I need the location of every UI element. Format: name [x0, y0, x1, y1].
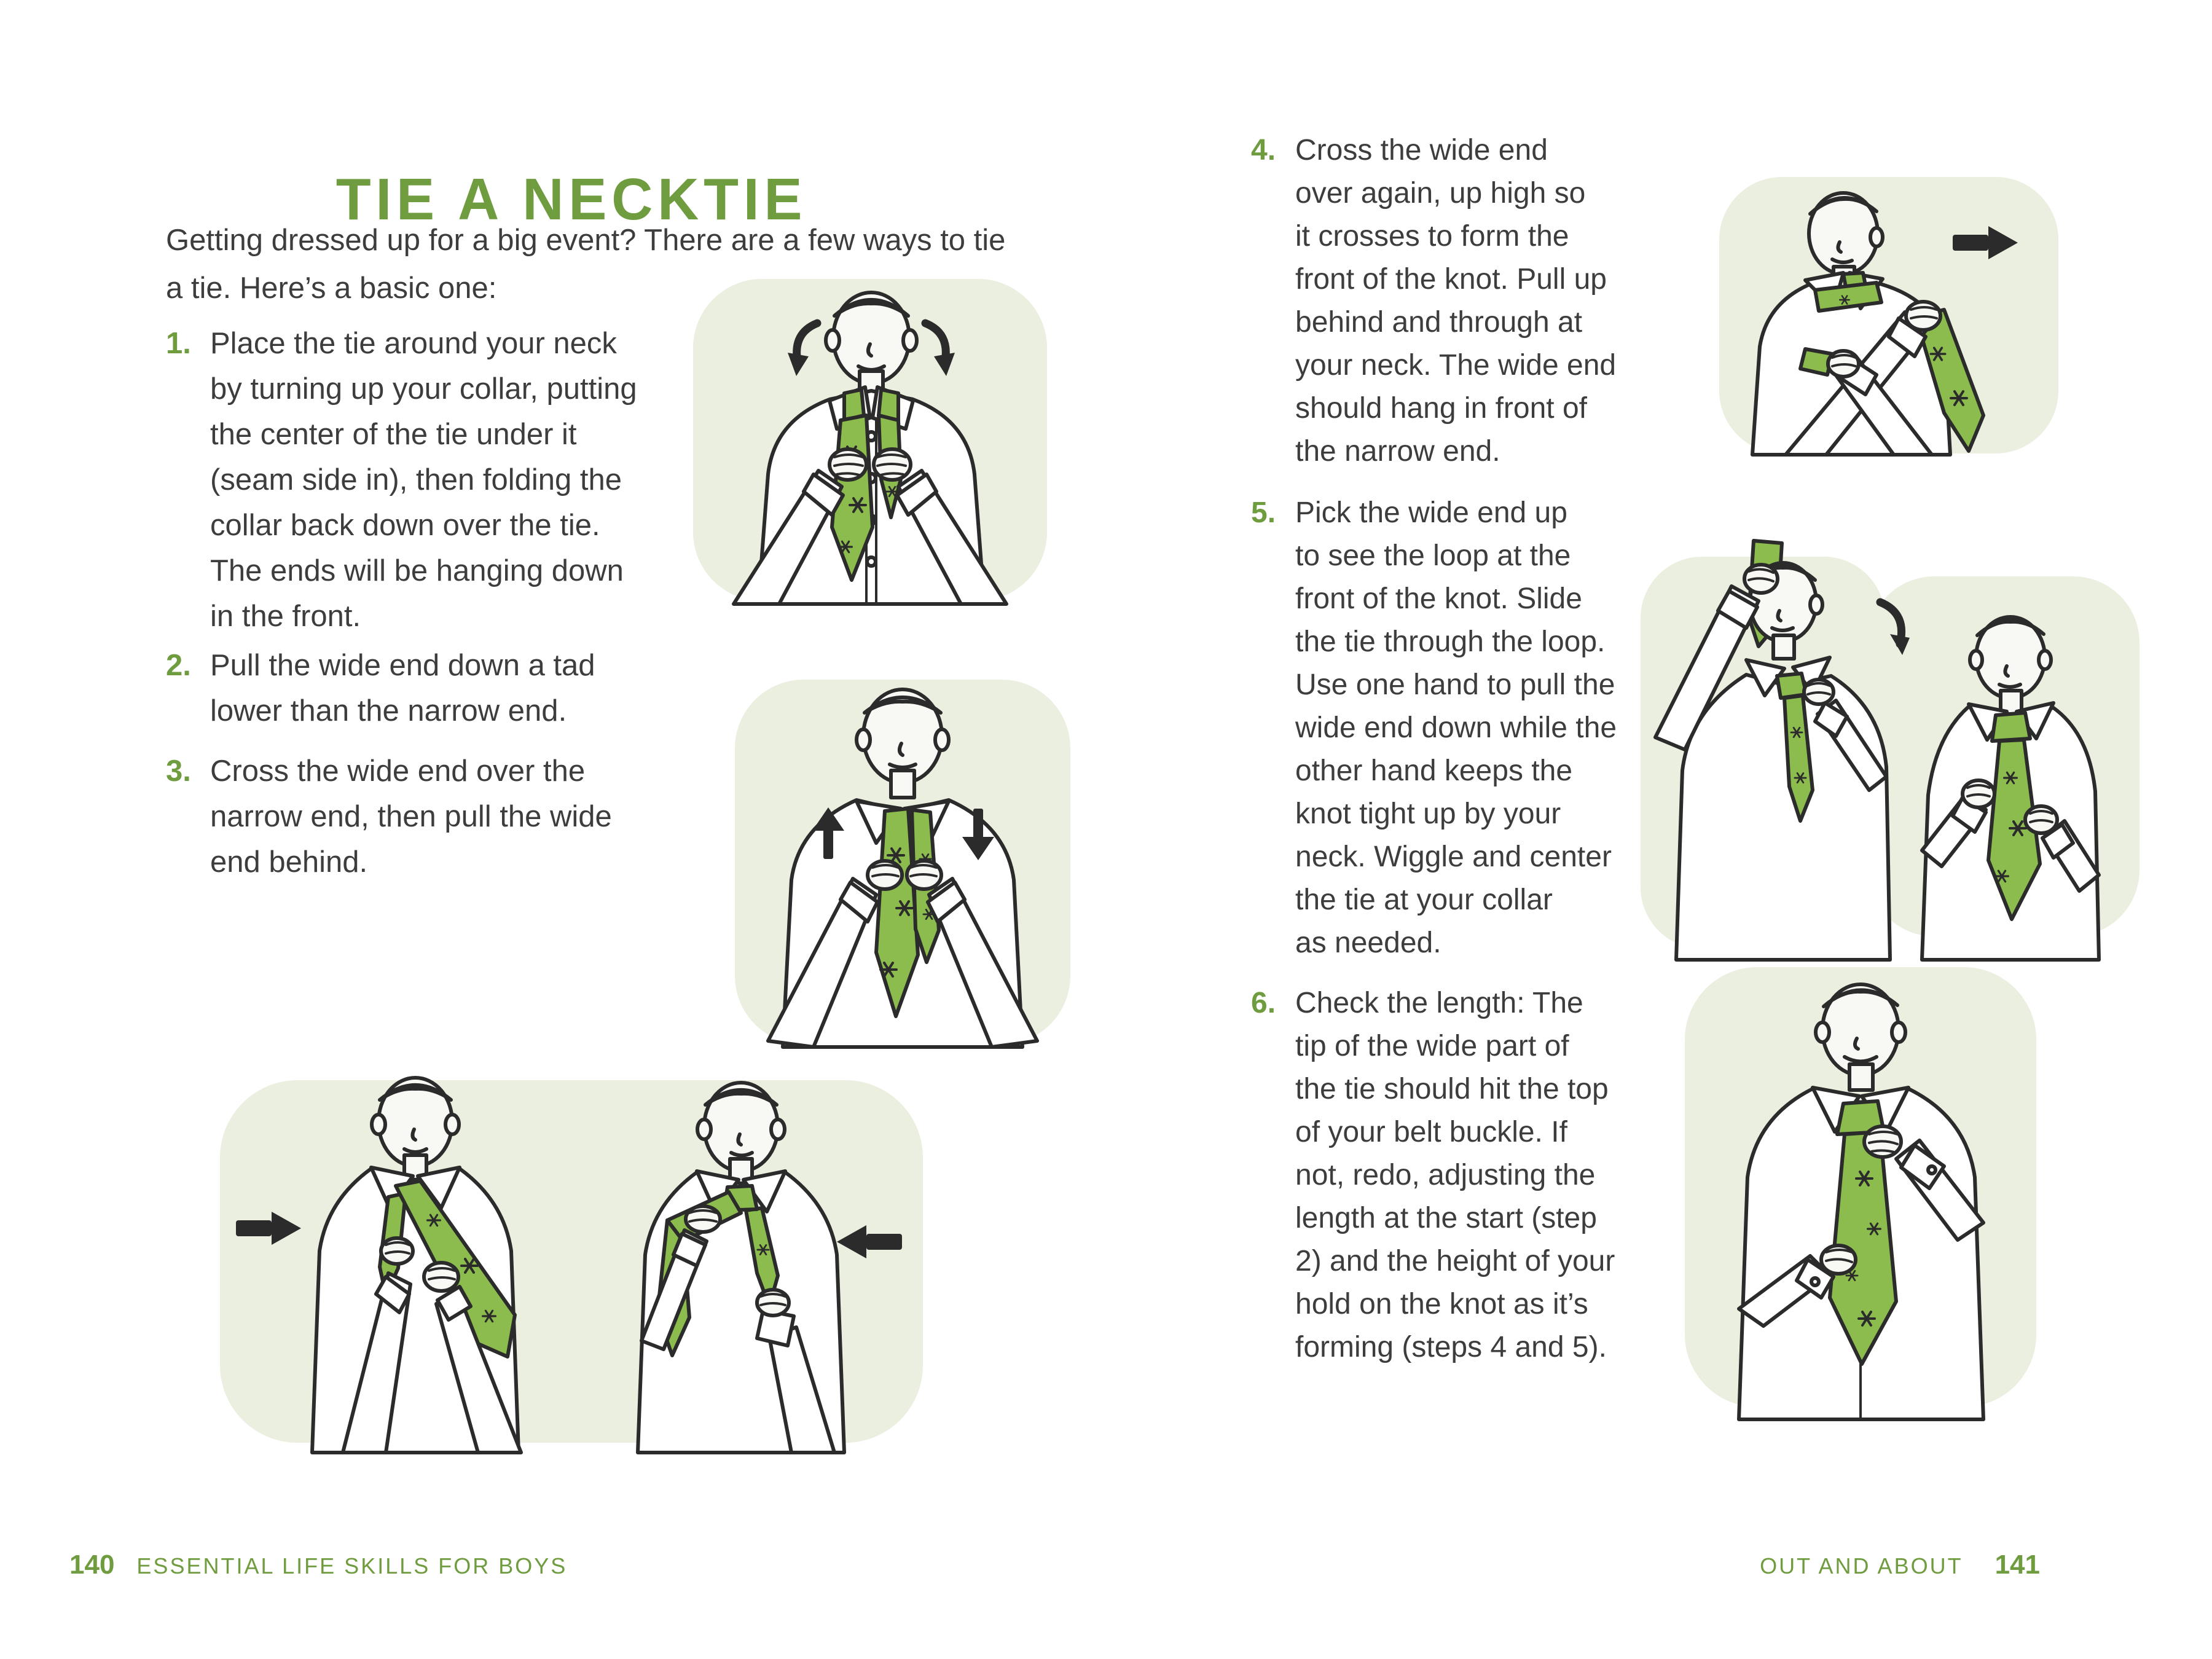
- illustration-step-1: [687, 269, 1053, 611]
- illustration-step-5: [1632, 530, 2148, 963]
- running-head-right: OUT AND ABOUT: [1760, 1553, 1963, 1579]
- text-line: The ends will be hanging down: [210, 554, 624, 587]
- page-number-left: 140: [69, 1550, 115, 1580]
- step-2-text: [210, 643, 595, 734]
- page-title: TIE A NECKTIE: [335, 167, 807, 233]
- text-line: Place the tie around your neck: [210, 327, 617, 360]
- step-4-text: [1295, 129, 1616, 473]
- step-4-number: 4.: [1251, 134, 1276, 167]
- text-line: as needed.: [1295, 927, 1441, 959]
- page-right: [1106, 0, 2212, 1659]
- text-line: front of the knot. Slide: [1295, 582, 1582, 615]
- text-line: end behind.: [210, 845, 368, 879]
- step-2-number: 2.: [166, 649, 191, 682]
- text-line: should hang in front of: [1295, 392, 1588, 425]
- text-line: forming (steps 4 and 5).: [1295, 1331, 1607, 1363]
- text-line: Check the length: The: [1295, 987, 1583, 1019]
- text-line: lower than the narrow end.: [210, 694, 567, 728]
- text-line: length at the start (step: [1295, 1202, 1597, 1234]
- page-number-right: 141: [1994, 1550, 2040, 1580]
- step-3: [166, 748, 612, 885]
- step-3-number: 3.: [166, 755, 191, 788]
- text-line: behind and through at: [1295, 306, 1583, 339]
- text-line: it crosses to form the: [1295, 220, 1569, 253]
- step-5: [1251, 492, 1617, 965]
- text-line: a tie. Here’s a basic one:: [166, 272, 497, 305]
- text-line: front of the knot. Pull up: [1295, 263, 1607, 296]
- text-line: the center of the tie under it: [210, 418, 577, 451]
- text-line: Cross the wide end over the: [210, 755, 586, 788]
- text-line: hold on the knot as it’s: [1295, 1288, 1588, 1320]
- illustration-step-4: [1713, 170, 2065, 461]
- text-line: the tie at your collar: [1295, 884, 1553, 916]
- text-line: the tie through the loop.: [1295, 626, 1606, 658]
- step-1-number: 1.: [166, 327, 191, 360]
- text-line: Pick the wide end up: [1295, 496, 1567, 529]
- footer-right: [1760, 1550, 2040, 1580]
- text-line: narrow end, then pull the wide: [210, 800, 612, 833]
- text-line: in the front.: [210, 600, 361, 633]
- illustration-step-6: [1679, 956, 2042, 1426]
- step-6-text: [1295, 982, 1615, 1369]
- text-line: Pull the wide end down a tad: [210, 649, 595, 682]
- text-line: of your belt buckle. If: [1295, 1116, 1567, 1148]
- text-line: to see the loop at the: [1295, 539, 1571, 572]
- text-line: Use one hand to pull the: [1295, 669, 1615, 701]
- text-line: the tie should hit the top: [1295, 1073, 1609, 1105]
- step-6-number: 6.: [1251, 987, 1276, 1019]
- step-5-text: [1295, 492, 1617, 965]
- text-line: collar back down over the tie.: [210, 509, 600, 542]
- text-line: wide end down while the: [1295, 712, 1617, 744]
- text-line: your neck. The wide end: [1295, 349, 1617, 382]
- text-line: (seam side in), then folding the: [210, 463, 622, 496]
- text-line: the narrow end.: [1295, 435, 1500, 468]
- text-line: knot tight up by your: [1295, 798, 1561, 830]
- text-line: over again, up high so: [1295, 177, 1586, 210]
- step-1-text: [210, 321, 637, 639]
- step-1: [166, 321, 637, 639]
- text-line: not, redo, adjusting the: [1295, 1159, 1596, 1191]
- illustration-step-2: [729, 671, 1077, 1053]
- step-2: [166, 643, 595, 734]
- text-line: 2) and the height of your: [1295, 1245, 1615, 1277]
- step-6: [1251, 982, 1615, 1369]
- running-head-left: ESSENTIAL LIFE SKILLS FOR BOYS: [136, 1553, 568, 1579]
- footer-left: [69, 1550, 567, 1580]
- text-line: by turning up your collar, putting: [210, 372, 637, 406]
- text-line: other hand keeps the: [1295, 755, 1573, 787]
- illustration-step-3: [211, 1065, 931, 1459]
- step-3-text: [210, 748, 612, 885]
- text-line: Cross the wide end: [1295, 134, 1548, 167]
- step-5-number: 5.: [1251, 496, 1276, 529]
- text-line: neck. Wiggle and center: [1295, 841, 1612, 873]
- text-line: Getting dressed up for a big event? There are a few ways to tie: [166, 224, 1006, 257]
- step-4: [1251, 129, 1616, 473]
- text-line: tip of the wide part of: [1295, 1030, 1569, 1062]
